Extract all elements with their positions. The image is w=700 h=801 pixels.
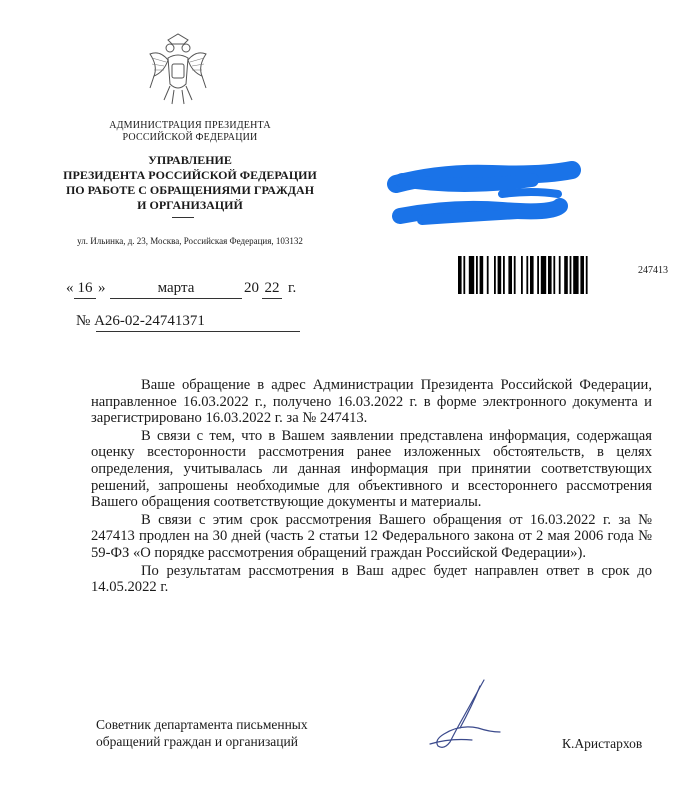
date-year-suffix: 22	[262, 280, 282, 299]
reference-value: А26-02-24741371	[94, 313, 205, 329]
date-year-prefix: 20	[244, 280, 259, 296]
body-paragraph: В связи с тем, что в Вашем заявлении представлена информация, содержащая оценку всесторонности рассмотрения ранее изложенных обстоятельств, в целях определения, учитывалась ли данная информация при принятии соответствующих решений, запрошены необходимые для объективного и всестороннего рассмотрения Вашего обращения соответствующие документы и материалы.	[91, 427, 652, 511]
barcode	[458, 256, 632, 294]
date-month: марта	[110, 280, 242, 299]
russian-coat-of-arms-icon	[146, 32, 210, 110]
letter-body	[91, 377, 652, 597]
date-close-quote: »	[98, 280, 106, 296]
document-date	[66, 280, 316, 298]
number-sign: №	[76, 313, 91, 329]
signer-name: К.Аристархов	[562, 736, 643, 751]
signer-position	[96, 716, 308, 750]
barcode-number: 247413	[638, 265, 668, 276]
date-year-abbr: г.	[288, 280, 297, 296]
reference-number	[76, 313, 205, 330]
body-paragraph: По результатам рассмотрения в Ваш адрес будет направлен ответ в срок до 14.05.2022 г.	[91, 562, 652, 596]
department-line: ПРЕЗИДЕНТА РОССИЙСКОЙ ФЕДЕРАЦИИ	[63, 168, 317, 182]
administration-title	[60, 120, 320, 144]
reference-underline	[96, 331, 300, 332]
sender-address: ул. Ильинка, д. 23, Москва, Российская Федерация, 103132	[77, 236, 303, 246]
administration-line: РОССИЙСКОЙ ФЕДЕРАЦИИ	[122, 132, 258, 143]
date-open-quote: «	[66, 280, 74, 296]
handwritten-signature-icon	[420, 672, 512, 752]
signer-position-line: Советник департамента письменных	[96, 717, 308, 732]
body-paragraph: В связи с этим срок рассмотрения Вашего обращения от 16.03.2022 г. за № 247413 продлен на 30 дней (часть 2 статьи 12 Федерального закона от 2 мая 2006 года № 59-ФЗ «О порядке рассмотрения обращений граждан Российской Федерации»).	[91, 511, 652, 561]
department-title	[40, 153, 340, 213]
divider	[172, 217, 194, 218]
date-day: 16	[74, 280, 96, 299]
department-line: И ОРГАНИЗАЦИЙ	[137, 198, 243, 212]
administration-line: АДМИНИСТРАЦИЯ ПРЕЗИДЕНТА	[109, 120, 271, 131]
department-line: УПРАВЛЕНИЕ	[148, 153, 232, 167]
department-line: ПО РАБОТЕ С ОБРАЩЕНИЯМИ ГРАЖДАН	[65, 183, 315, 197]
redaction-scribble	[382, 150, 596, 240]
body-paragraph: Ваше обращение в адрес Администрации Президента Российской Федерации, направленное 16.03.2022 г., получено 16.03.2022 г. в форме электронного документа и зарегистрировано 16.03.2022 г. за № 247413.	[91, 377, 652, 427]
signer-position-line: обращений граждан и организаций	[96, 734, 298, 749]
